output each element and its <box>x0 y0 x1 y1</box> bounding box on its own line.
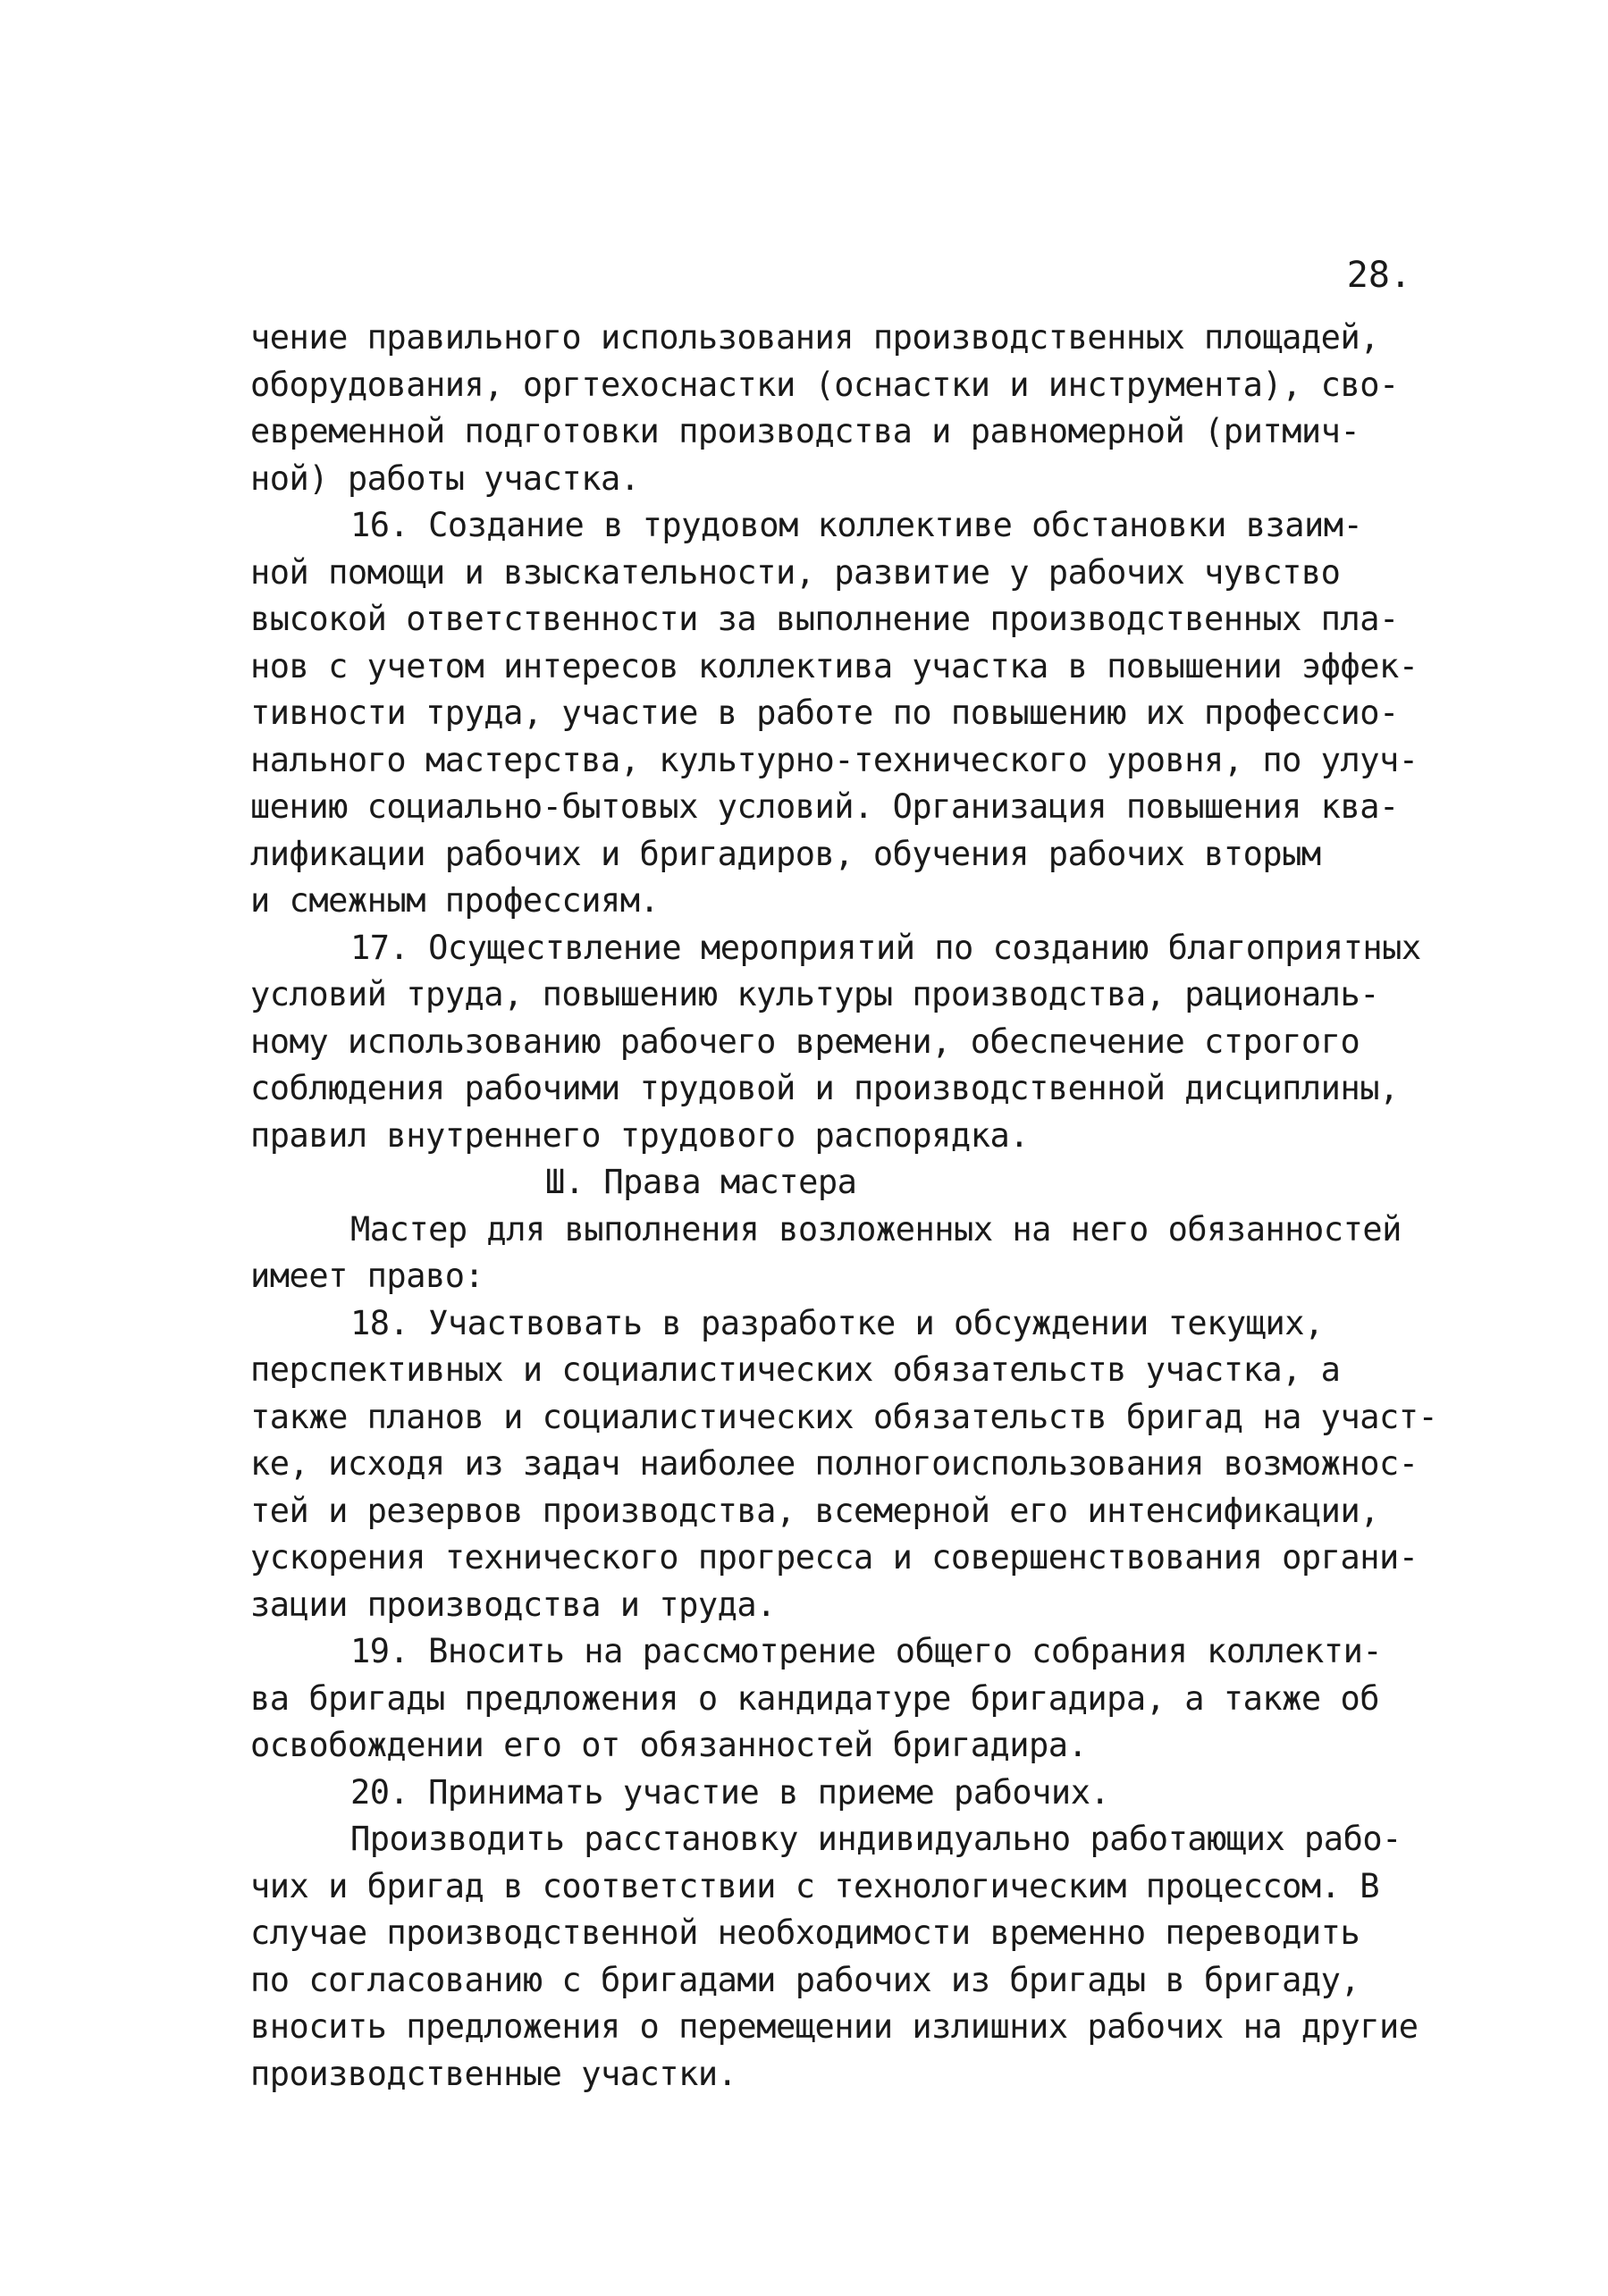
text-line: евременной подготовки производства и равномерной (ритмич- <box>250 412 1360 450</box>
text-line: и смежным профессиям. <box>250 881 660 920</box>
document-body <box>250 315 1438 2098</box>
text-line: шению социально-бытовых условий. Организация повышения ква- <box>250 787 1399 826</box>
text-line: чих и бригад в соответствии с технологическим процессом. В <box>250 1866 1380 1905</box>
text-line: правил внутреннего трудового распорядка. <box>250 1115 1030 1155</box>
section-heading: Ш. Права мастера <box>545 1163 857 1201</box>
page-number: 28. <box>1346 255 1411 296</box>
text-line: оборудования, оргтехоснастки (оснастки и инструмента), сво- <box>250 365 1399 404</box>
text-line: условий труда, повышению культуры производства, рациональ- <box>250 975 1380 1013</box>
text-line: ва бригады предложения о кандидатуре бригадира, а также об <box>250 1678 1380 1718</box>
text-line: случае производственной необходимости временно переводить <box>250 1913 1360 1952</box>
text-line: 20. Принимать участие в приеме рабочих. <box>350 1772 1110 1812</box>
text-line: 19. Вносить на рассмотрение общего собрания коллекти- <box>350 1632 1383 1670</box>
text-line: имеет право: <box>250 1257 484 1295</box>
text-line: Производить расстановку индивидуально работающих рабо- <box>350 1820 1402 1858</box>
text-line: ной помощи и взыскательности, развитие у рабочих чувство <box>250 552 1341 592</box>
text-line: нов с учетом интересов коллектива участка в повышении эффек- <box>250 646 1419 685</box>
text-line: ускорения технического прогресса и совершенствования органи- <box>250 1538 1419 1577</box>
text-line: Мастер для выполнения возложенных на него обязанностей <box>350 1209 1402 1249</box>
text-line: вносить предложения о перемещении излишних рабочих на другие <box>250 2007 1419 2046</box>
text-line: 18. Участвовать в разработке и обсуждении текущих, <box>350 1303 1324 1342</box>
text-line: нального мастерства, культурно-технического уровня, по улуч- <box>250 740 1419 779</box>
text-line: высокой ответственности за выполнение производственных пла- <box>250 600 1399 638</box>
text-line: перспективных и социалистических обязательств участка, а <box>250 1350 1341 1389</box>
text-line: ке, исходя из задач наиболее полногоиспользования возможнос- <box>250 1444 1419 1483</box>
text-line: ной) работы участка. <box>250 458 640 498</box>
text-line: 16. Создание в трудовом коллективе обстановки взаим- <box>350 506 1363 544</box>
text-line: освобождении его от обязанностей бригадира. <box>250 1726 1088 1764</box>
text-line: тей и резервов производства, всемерной его интенсификации, <box>250 1491 1380 1530</box>
text-line: производственные участки. <box>250 2054 737 2093</box>
text-line: зации производства и труда. <box>250 1585 776 1624</box>
text-line: тивности труда, участие в работе по повышению их профессио- <box>250 694 1399 732</box>
text-line: лификации рабочих и бригадиров, обучения рабочих вторым <box>250 834 1321 873</box>
text-line: 17. Осуществление мероприятий по созданию благоприятных <box>350 928 1421 967</box>
text-line: соблюдения рабочими трудовой и производственной дисциплины, <box>250 1069 1399 1107</box>
text-line: чение правильного использования производственных площадей, <box>250 318 1380 357</box>
text-line: ному использованию рабочего времени, обеспечение строгого <box>250 1022 1360 1061</box>
text-line: также планов и социалистических обязательств бригад на участ- <box>250 1397 1438 1436</box>
text-line: по согласованию с бригадами рабочих из бригады в бригаду, <box>250 1960 1360 1999</box>
